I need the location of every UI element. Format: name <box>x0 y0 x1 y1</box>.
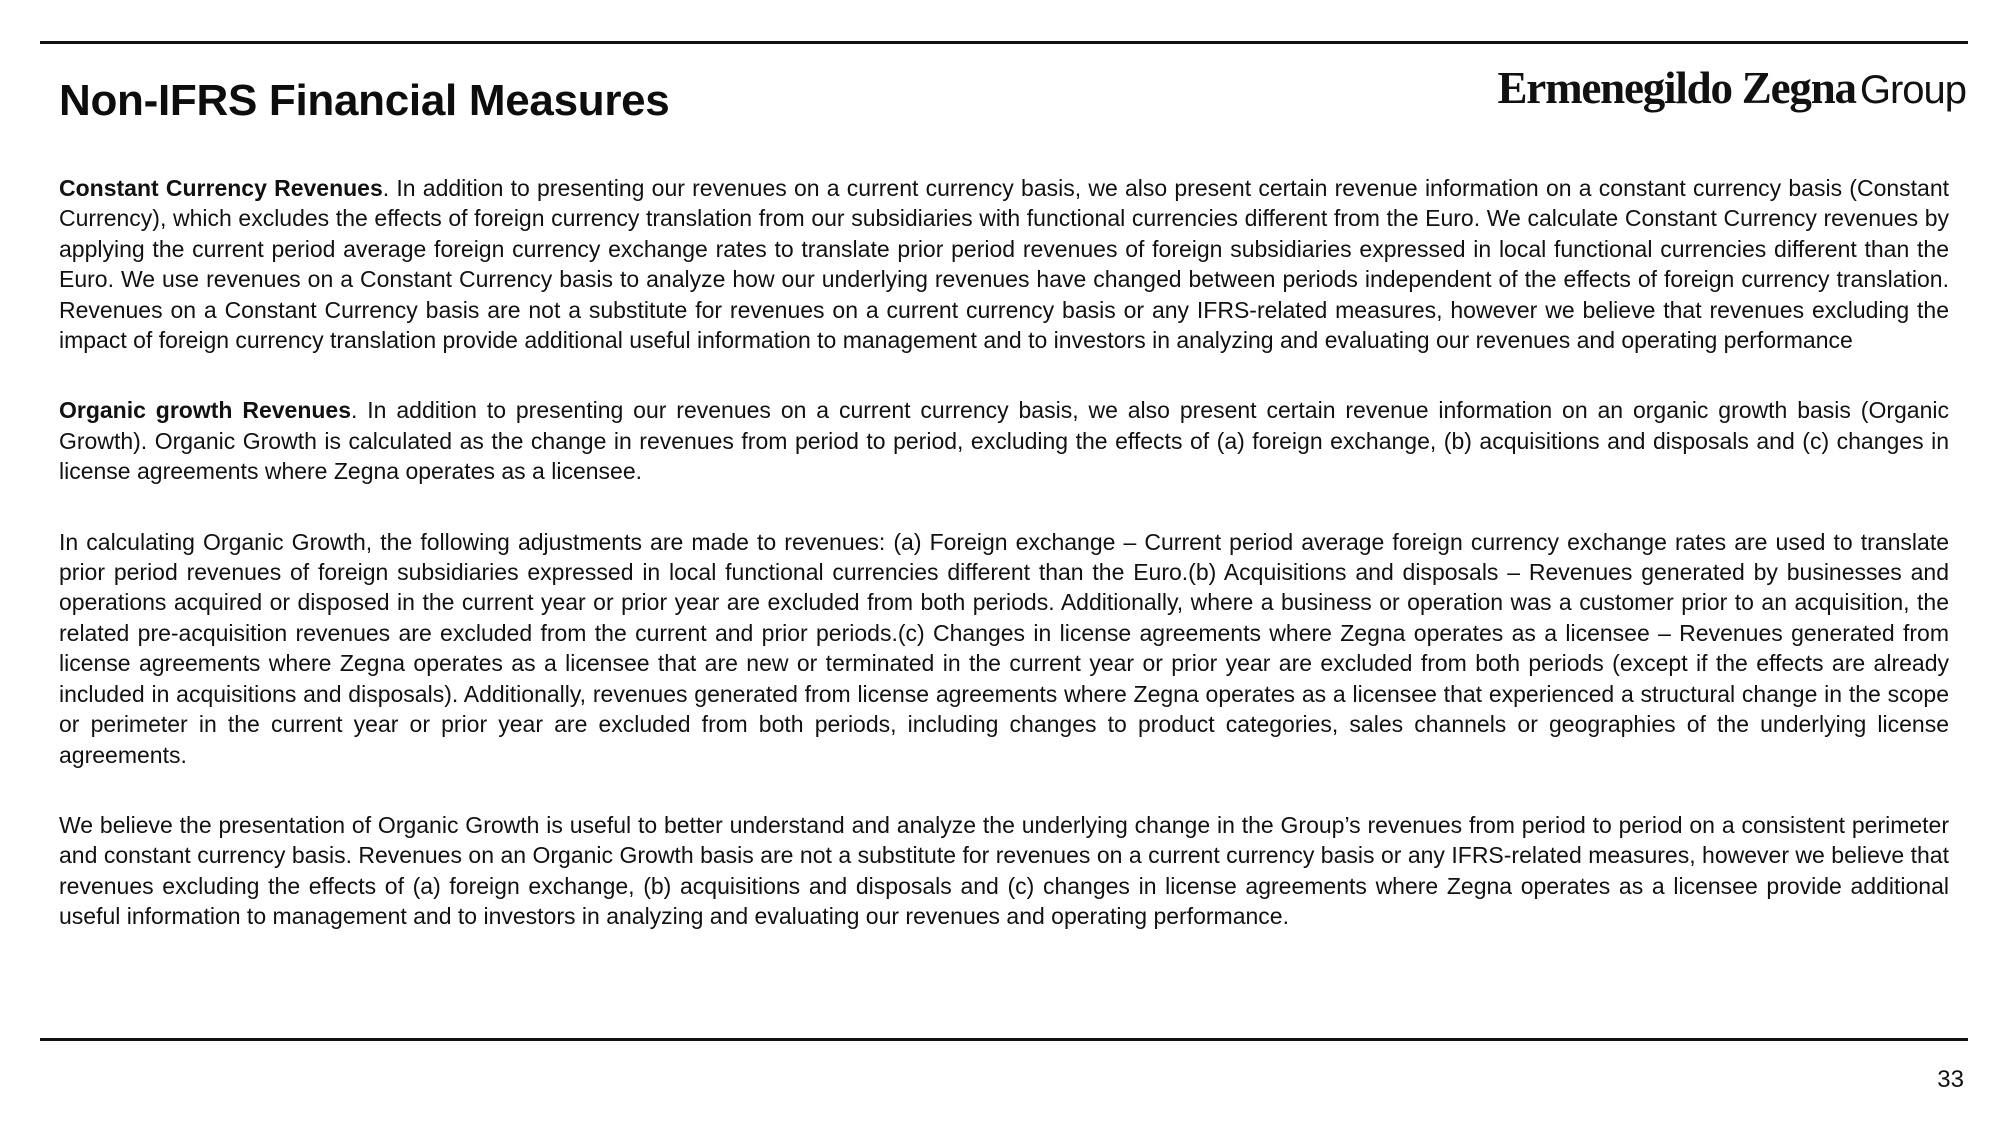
paragraph-text: In calculating Organic Growth, the following adjustments are made to revenues: (a) Foreign exchange – Current period average foreign currency exchange rates are used to translate prior period revenues of foreign subsidiaries expressed in local functional currencies different than the Euro.(b) Acquisitions and disposals – Revenues generated by businesses and operations acquired or disposed in the current year or prior year are excluded from both periods. Additionally, where a business or operation was a customer prior to an acquisition, the related pre-acquisition revenues are excluded from the current and prior periods.(c) Changes in license agreements where Zegna operates as a licensee – Revenues generated from license agreements where Zegna operates as a licensee that are new or terminated in the current year or prior year are excluded from both periods (except if the effects are already included in acquisitions and disposals). Additionally, revenues generated from license agreements where Zegna operates as a licensee that experienced a structural change in the scope or perimeter in the current year or prior year are excluded from both periods, including changes to product categories, sales channels or geographies of the underlying license agreements. <box>59 528 1949 768</box>
paragraph-constant-currency <box>59 173 1949 355</box>
paragraph-organic-usefulness <box>59 810 1949 932</box>
paragraph-text: We believe the presentation of Organic Growth is useful to better understand and analyze the underlying change in the Group’s revenues from period to period on a consistent perimeter and constant currency basis. Revenues on an Organic Growth basis are not a substitute for revenues on a current currency basis or any IFRS-related measures, however we believe that revenues excluding the effects of (a) foreign exchange, (b) acquisitions and disposals and (c) changes in license agreements where Zegna operates as a licensee provide additional useful information to management and to investors in analyzing and evaluating our revenues and operating performance. <box>59 811 1949 930</box>
page-title: Non-IFRS Financial Measures <box>59 76 670 125</box>
body-content <box>59 173 1949 932</box>
page-number: 33 <box>1937 1066 1964 1093</box>
top-divider <box>40 41 1968 44</box>
paragraph-organic-adjustments <box>59 527 1949 770</box>
paragraph-text: . In addition to presenting our revenues on a current currency basis, we also present certain revenue information on a constant currency basis (Constant Currency), which excludes the effects of foreign currency translation from our subsidiaries with functional currencies different from the Euro. We calculate Constant Currency revenues by applying the current period average foreign currency exchange rates to translate prior period revenues of foreign subsidiaries expressed in local functional currencies different than the Euro. We use revenues on a Constant Currency basis to analyze how our underlying revenues have changed between periods independent of the effects of foreign currency translation. Revenues on a Constant Currency basis are not a substitute for revenues on a current currency basis or any IFRS-related measures, however we believe that revenues excluding the impact of foreign currency translation provide additional useful information to management and to investors in analyzing and evaluating our revenues and operating performance <box>59 175 1950 354</box>
bottom-divider <box>40 1038 1968 1041</box>
company-logo <box>1497 62 1966 114</box>
paragraph-text: . In addition to presenting our revenues on a current currency basis, we also present certain revenue information on an organic growth basis (Organic Growth). Organic Growth is calculated as the change in revenues from period to period, excluding the effects of (a) foreign exchange, (b) acquisitions and disposals and (c) changes in license agreements where Zegna operates as a licensee. <box>59 397 1949 485</box>
logo-group: Group <box>1859 68 1966 112</box>
paragraph-organic-growth <box>59 395 1949 486</box>
logo-brand: Ermenegildo Zegna <box>1497 63 1856 113</box>
paragraph-lead: Organic growth Revenues <box>59 397 352 424</box>
paragraph-lead: Constant Currency Revenues <box>59 175 383 201</box>
